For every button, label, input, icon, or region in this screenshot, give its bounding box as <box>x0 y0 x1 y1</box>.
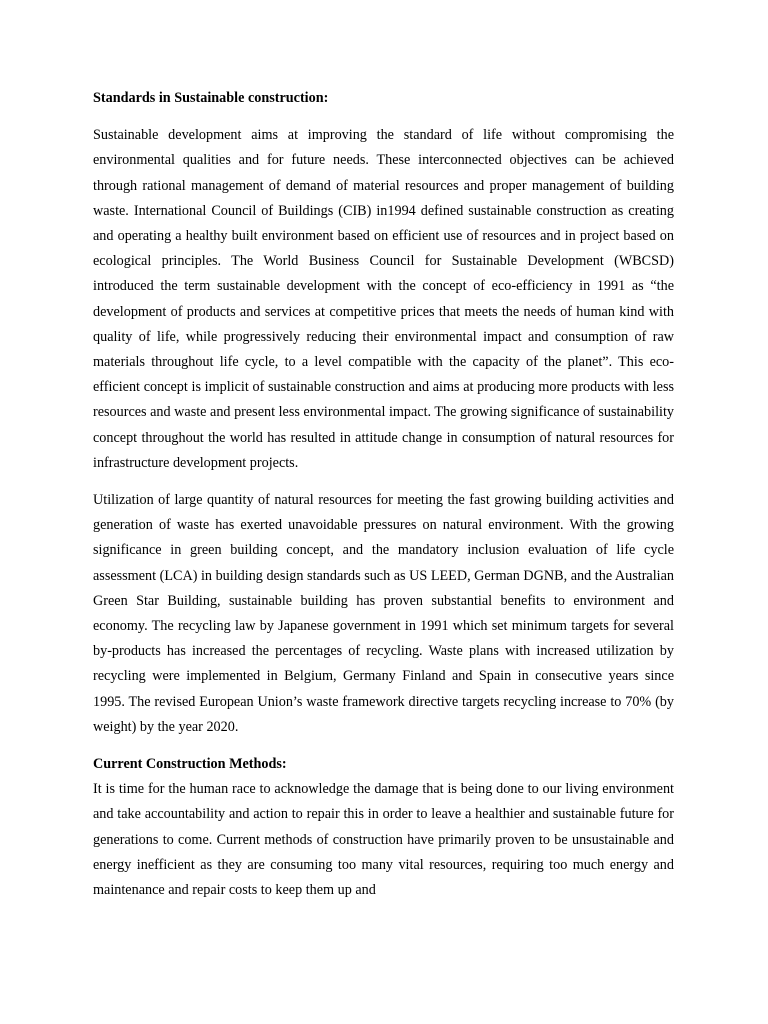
paragraph-current-methods: It is time for the human race to acknowledge the damage that is being done to our living environment and take accountability and action to repair this in order to leave a healthier and sustainable future for generations to come. Current methods of construction have primarily proven to be unsustainable and energy inefficient as they are consuming too many vital resources, requiring too much energy and maintenance and repair costs to keep them up and <box>93 781 674 899</box>
paragraph-natural-resources: Utilization of large quantity of natural resources for meeting the fast growing building activities and generation of waste has exerted unavoidable pressures on natural environment. With the growing significance in green building concept, and the mandatory inclusion evaluation of life cycle assessment (LCA) in building design standards such as US LEED, German DGNB, and the Australian Green Star Building, sustainable building has proven substantial benefits to environment and economy. The recycling law by Japanese government in 1991 which set minimum targets for several by-products has increased the percentages of recycling. Waste plans with increased utilization by recycling were implemented in Belgium, Germany Finland and Spain in consecutive years since 1995. The revised European Union’s waste framework directive targets recycling increase to 70% (by weight) by the year 2020. <box>93 492 674 735</box>
section-heading-standards: Standards in Sustainable construction: <box>93 90 329 106</box>
paragraph-sustainable-development: Sustainable development aims at improving the standard of life without compromising the environmental qualities and for future needs. These interconnected objectives can be achieved through rational management of demand of material resources and proper management of building waste. International Council of Buildings (CIB) in1994 defined sustainable construction as creating and operating a healthy built environment based on efficient use of resources and in project based on ecological principles. The World Business Council for Sustainable Development (WBCSD) introduced the term sustainable development with the concept of eco-efficiency in 1991 as “the development of products and services at competitive prices that meets the needs of human kind with quality of life, while progressively reducing their environmental impact and consumption of raw materials throughout life cycle, to a level compatible with the capacity of the planet”. This eco-efficient concept is implicit of sustainable construction and aims at producing more products with less resources and waste and present less environmental impact. The growing significance of sustainability concept throughout the world has resulted in attitude change in consumption of natural resources for infrastructure development projects. <box>93 127 674 471</box>
document-page <box>93 86 674 903</box>
section-heading-current-methods: Current Construction Methods: <box>93 756 287 773</box>
